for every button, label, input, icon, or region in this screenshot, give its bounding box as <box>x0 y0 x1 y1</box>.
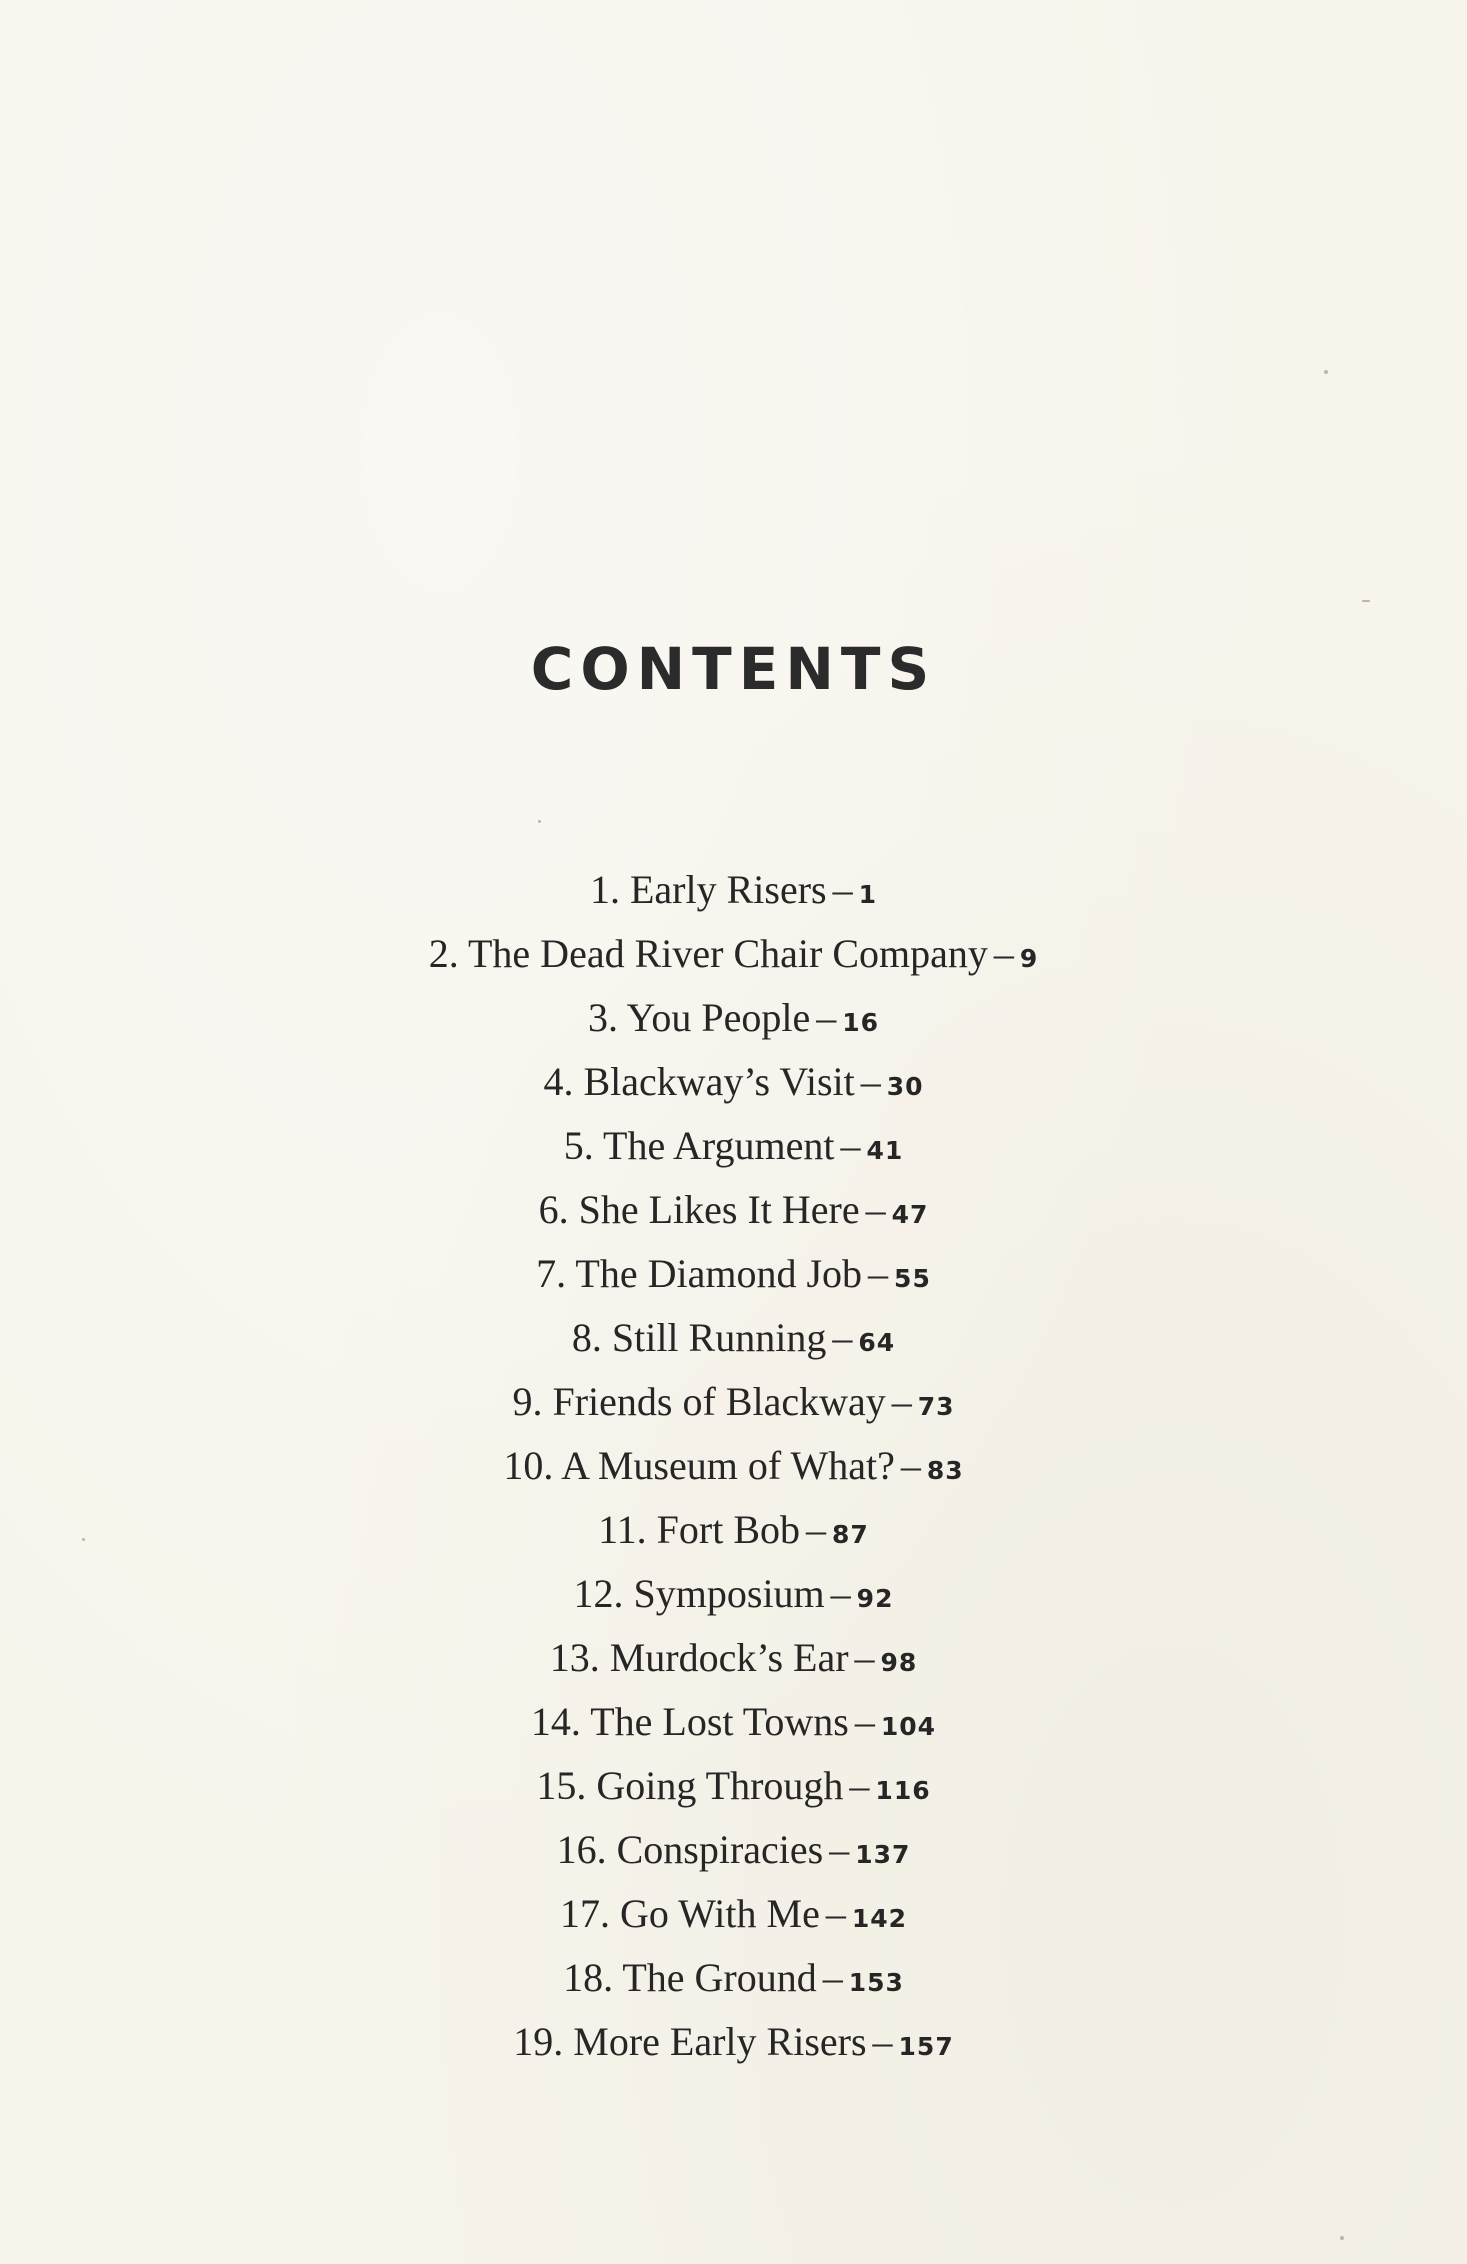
toc-entry <box>0 1690 1467 1754</box>
chapter-title: 19. More Early Risers <box>513 2019 867 2064</box>
separator-dash: – <box>900 1443 921 1488</box>
page-number: 98 <box>880 1648 918 1677</box>
page-number: 104 <box>880 1712 937 1741</box>
paper-speck <box>1340 2236 1344 2240</box>
separator-dash: – <box>865 1187 886 1232</box>
chapter-title: 9. Friends of Blackway <box>512 1379 886 1424</box>
page-number: 64 <box>858 1328 896 1357</box>
toc-entry <box>0 1114 1467 1178</box>
separator-dash: – <box>891 1379 912 1424</box>
separator-dash: – <box>872 2019 893 2064</box>
toc-entry <box>0 858 1467 922</box>
page-number: 55 <box>894 1264 931 1293</box>
separator-dash: – <box>822 1955 843 2000</box>
toc-entry <box>0 1882 1467 1946</box>
toc-entry <box>0 1562 1467 1626</box>
chapter-title: 14. The Lost Towns <box>530 1699 849 1744</box>
separator-dash: – <box>816 995 837 1040</box>
chapter-title: 1. Early Risers <box>589 867 827 912</box>
chapter-title: 2. The Dead River Chair Company <box>428 931 988 976</box>
chapter-title: 3. You People <box>587 995 811 1040</box>
toc-entry <box>0 1626 1467 1690</box>
chapter-title: 11. Fort Bob <box>598 1507 801 1552</box>
chapter-title: 8. Still Running <box>571 1315 827 1360</box>
toc-entry <box>0 1498 1467 1562</box>
separator-dash: – <box>849 1763 870 1808</box>
chapter-title: 17. Go With Me <box>559 1891 820 1936</box>
page-number: 142 <box>851 1904 908 1933</box>
page-number: 83 <box>926 1456 964 1485</box>
toc-entry <box>0 2010 1467 2074</box>
toc-entry <box>0 922 1467 986</box>
chapter-title: 10. A Museum of What? <box>503 1443 895 1488</box>
page-number: 137 <box>855 1840 911 1869</box>
page-number: 30 <box>886 1072 924 1101</box>
page-number: 92 <box>856 1584 894 1613</box>
separator-dash: – <box>832 867 853 912</box>
toc-entry <box>0 1370 1467 1434</box>
paper-speck <box>1362 600 1370 602</box>
separator-dash: – <box>868 1251 889 1296</box>
toc-entry <box>0 1946 1467 2010</box>
toc-entry <box>0 1242 1467 1306</box>
separator-dash: – <box>854 1635 875 1680</box>
chapter-title: 6. She Likes It Here <box>538 1187 860 1232</box>
toc-entry <box>0 1306 1467 1370</box>
page-number: 16 <box>842 1008 880 1037</box>
page-number: 157 <box>898 2032 954 2061</box>
toc-entry <box>0 1178 1467 1242</box>
separator-dash: – <box>832 1315 853 1360</box>
separator-dash: – <box>854 1699 875 1744</box>
toc-entry <box>0 1050 1467 1114</box>
separator-dash: – <box>860 1059 881 1104</box>
page-number: 1 <box>858 880 878 909</box>
separator-dash: – <box>806 1507 827 1552</box>
separator-dash: – <box>830 1571 851 1616</box>
table-of-contents <box>0 858 1467 2074</box>
separator-dash: – <box>825 1891 846 1936</box>
separator-dash: – <box>993 931 1014 976</box>
page-number: 73 <box>917 1392 955 1421</box>
toc-entry <box>0 1754 1467 1818</box>
page-number: 87 <box>832 1520 869 1549</box>
toc-entry <box>0 986 1467 1050</box>
chapter-title: 13. Murdock’s Ear <box>549 1635 849 1680</box>
paper-speck <box>1324 370 1328 374</box>
separator-dash: – <box>829 1827 850 1872</box>
chapter-title: 5. The Argument <box>563 1123 835 1168</box>
page-number: 153 <box>848 1968 904 1997</box>
separator-dash: – <box>840 1123 861 1168</box>
page-number: 47 <box>891 1200 929 1229</box>
toc-entry <box>0 1434 1467 1498</box>
chapter-title: 16. Conspiracies <box>556 1827 824 1872</box>
page-number: 41 <box>866 1136 904 1165</box>
toc-entry <box>0 1818 1467 1882</box>
chapter-title: 7. The Diamond Job <box>536 1251 863 1296</box>
chapter-title: 18. The Ground <box>563 1955 817 2000</box>
chapter-title: 12. Symposium <box>573 1571 825 1616</box>
paper-speck <box>538 820 541 823</box>
contents-heading: CONTENTS <box>530 635 937 703</box>
chapter-title: 15. Going Through <box>536 1763 844 1808</box>
page-number: 9 <box>1019 944 1039 973</box>
page-number: 116 <box>875 1776 931 1805</box>
chapter-title: 4. Blackway’s Visit <box>543 1059 855 1104</box>
